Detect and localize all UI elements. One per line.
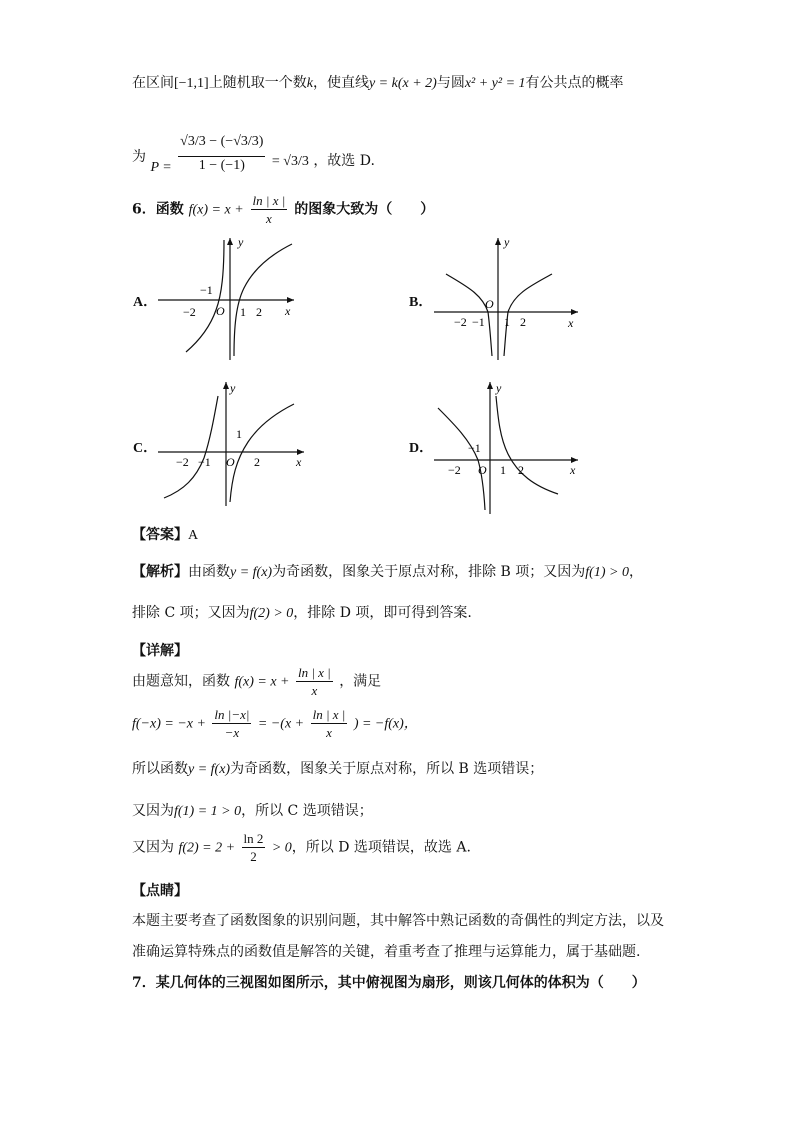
option-c-label: C． [133, 441, 158, 456]
comment-line-1: 本题主要考查了函数图象的识别问题，其中解答中熟记函数的奇偶性的判定方法，以及 [132, 913, 664, 929]
graph-c [150, 378, 310, 510]
svg-text:−2: −2 [448, 463, 461, 477]
graph-b [432, 232, 582, 364]
option-a-label: A． [133, 295, 158, 310]
curve-right [496, 396, 558, 494]
svg-text:O: O [226, 455, 235, 469]
x-arrow-icon [571, 309, 578, 315]
svg-text:−2: −2 [183, 305, 196, 319]
svg-text:−2: −2 [176, 455, 189, 469]
svg-text:x: x [568, 316, 574, 330]
y-arrow-icon [487, 382, 493, 389]
svg-text:1: 1 [500, 463, 506, 477]
graph-d [432, 378, 582, 518]
y-arrow-icon [227, 238, 233, 245]
answer-line [132, 524, 198, 544]
graph-a [150, 232, 300, 364]
svg-text:y: y [238, 235, 244, 249]
prev-line-2: 为 P = $\frac{√3/3 - (-√3/3)}{1 - (-1)}$ = √3/3 ，故选 D. [132, 108, 375, 154]
answer-tag: 【答案】 [132, 527, 188, 543]
svg-text:2: 2 [518, 463, 524, 477]
y-arrow-icon [495, 238, 501, 245]
curve-right [504, 274, 552, 356]
svg-text:1: 1 [240, 305, 246, 319]
comment-tag-line: 【点睛】 [132, 883, 188, 899]
question-6: 6．函数 f(x) = x + $\frac{\ln | x |}{x}$ 的图象大致为（ ） [132, 193, 435, 226]
svg-text:2: 2 [520, 315, 526, 329]
option-b-label: B． [409, 295, 433, 310]
detail-line-4: 又因为f(1) = 1 > 0，所以 C 选项错误； [132, 803, 373, 819]
x-arrow-icon [287, 297, 294, 303]
question-7: 7．某几何体的三视图如图所示，其中俯视图为扇形，则该几何体的体积为（ ） [132, 975, 646, 991]
interval: [−1,1] [174, 76, 209, 91]
y-arrow-icon [223, 382, 229, 389]
analysis-line-1: 【解析】由函数y = f(x)为奇函数，图象关于原点对称，排除 B 项；又因为f(1) > 0， [132, 564, 643, 580]
svg-text:x: x [296, 455, 302, 469]
svg-text:x: x [285, 304, 291, 318]
svg-text:2: 2 [254, 455, 260, 469]
svg-text:−1: −1 [472, 315, 485, 329]
option-d-label: D． [409, 441, 434, 456]
svg-text:1: 1 [504, 315, 510, 329]
svg-text:O: O [216, 304, 225, 318]
svg-text:−2: −2 [454, 315, 467, 329]
svg-text:y: y [504, 235, 510, 249]
answer-value: A [188, 528, 199, 543]
svg-text:−1: −1 [200, 283, 213, 297]
line-equation: y = k(x + 2) [368, 76, 437, 91]
circle-equation: x² + y² = 1 [464, 76, 526, 91]
curve-left [446, 274, 492, 356]
detail-line-2: f(−x) = −x + $\frac{\ln |-x|}{-x}$ = −(x + $\frac{\ln | x |}{x}$ ) = −f(x)， [132, 707, 418, 740]
probability-fraction: $\frac{√3/3 - (-√3/3)}{1 - (-1)}$ [178, 128, 265, 174]
svg-text:1: 1 [236, 427, 242, 441]
detail-line-3: 所以函数y = f(x)为奇函数，图象关于原点对称，所以 B 选项错误； [132, 761, 544, 777]
svg-text:2: 2 [256, 305, 262, 319]
svg-text:−1: −1 [468, 441, 481, 455]
svg-text:O: O [485, 297, 494, 311]
comment-line-2: 准确运算特殊点的函数值是解答的关键，着重考查了推理与运算能力，属于基础题. [132, 944, 641, 960]
prev-line-1: 在区间[−1,1]上随机取一个数k，使直线y = k(x + 2)与圆x² + y² = 1有公共点的概率 [132, 75, 624, 91]
svg-text:y: y [230, 381, 236, 395]
curve-left [438, 408, 485, 510]
svg-text:O: O [478, 463, 487, 477]
svg-text:−1: −1 [198, 455, 211, 469]
detail-tag-line: 【详解】 [132, 643, 188, 659]
curve-left [164, 396, 218, 498]
svg-text:x: x [570, 463, 576, 477]
curve-right [230, 404, 294, 502]
svg-text:y: y [496, 381, 502, 395]
detail-line-5: 又因为 f(2) = 2 + $\frac{\ln 2}{2}$ > 0，所以 D 选项错误，故选 A. [132, 831, 471, 864]
analysis-line-2: 排除 C 项；又因为f(2) > 0，排除 D 项，即可得到答案. [132, 605, 472, 621]
detail-line-1: 由题意知，函数 f(x) = x + $\frac{\ln | x |}{x}$ ，满足 [132, 665, 382, 698]
